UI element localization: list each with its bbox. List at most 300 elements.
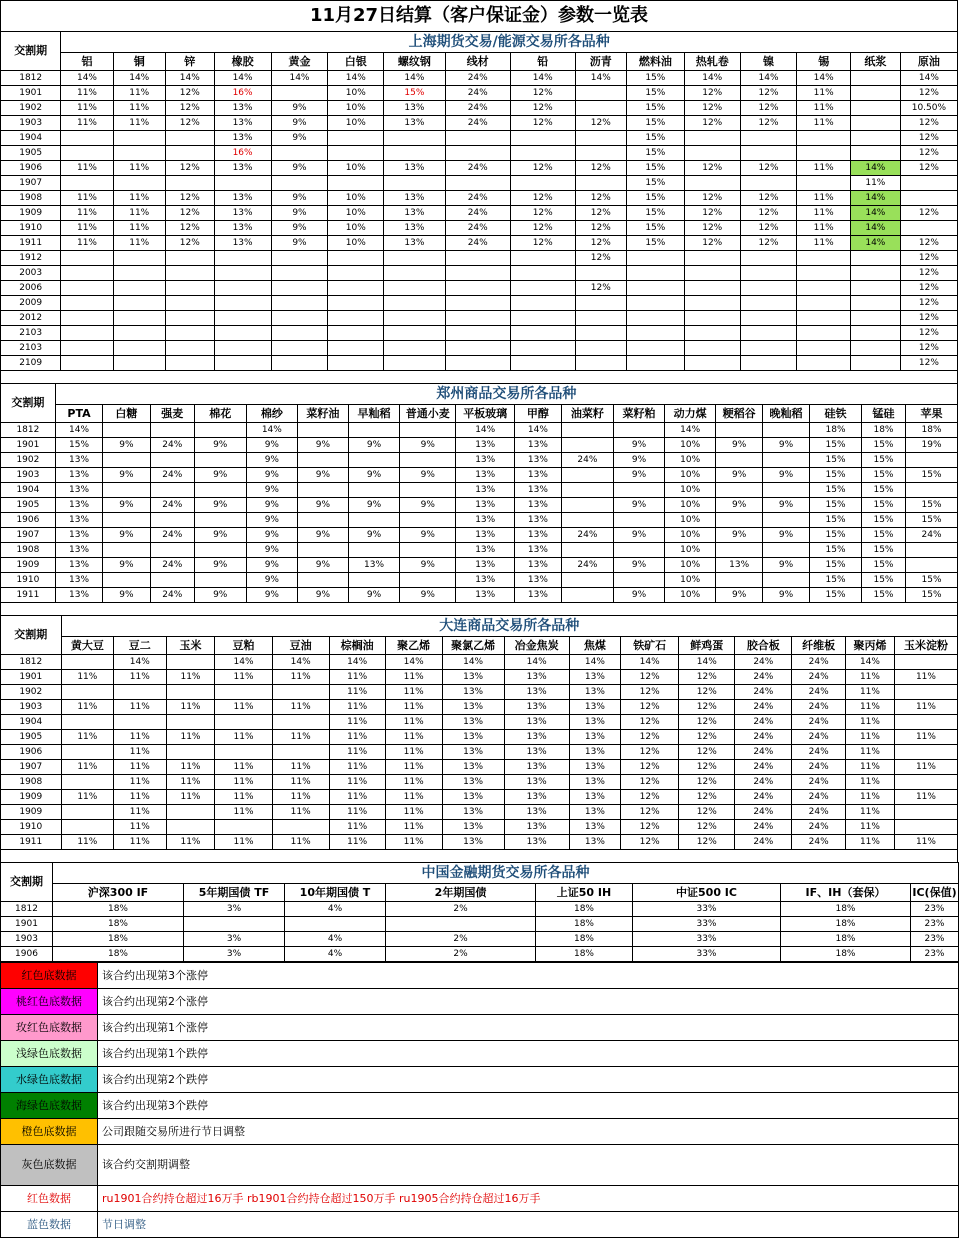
margin-cell — [166, 685, 215, 700]
margin-cell: 23% — [911, 932, 959, 947]
margin-cell: 13% — [214, 206, 271, 221]
legend-swatch: 玫红色底数据 — [1, 1015, 98, 1041]
margin-cell — [850, 86, 900, 101]
margin-cell: 9% — [246, 513, 298, 528]
margin-cell — [894, 775, 957, 790]
margin-cell: 13% — [515, 438, 561, 453]
margin-cell: 10% — [664, 513, 716, 528]
margin-cell — [61, 356, 113, 371]
margin-cell — [166, 745, 215, 760]
margin-cell: 12% — [621, 835, 679, 850]
margin-cell: 11% — [215, 790, 272, 805]
margin-cell: 3% — [184, 902, 285, 917]
legend-row — [1, 1186, 959, 1212]
margin-cell — [113, 311, 165, 326]
table-row — [1, 311, 958, 326]
margin-cell — [445, 176, 510, 191]
code-column-header: 交割期 — [1, 32, 61, 71]
margin-cell — [272, 685, 329, 700]
margin-cell — [626, 356, 684, 371]
table-row — [1, 558, 958, 573]
margin-cell — [328, 176, 384, 191]
margin-cell: 24% — [792, 730, 846, 745]
margin-cell: 11% — [385, 745, 442, 760]
product-header: 2年期国债 — [386, 884, 536, 902]
delivery-code: 1912 — [1, 251, 61, 266]
margin-cell: 11% — [114, 670, 166, 685]
legend-row — [1, 1119, 959, 1145]
margin-cell: 9% — [246, 453, 298, 468]
margin-cell: 11% — [329, 685, 385, 700]
table-row — [1, 528, 958, 543]
margin-cell: 13% — [504, 730, 569, 745]
margin-cell: 13% — [456, 468, 515, 483]
margin-cell: 18% — [861, 423, 905, 438]
margin-cell: 15% — [626, 176, 684, 191]
margin-cell: 12% — [740, 191, 797, 206]
margin-cell: 12% — [510, 236, 575, 251]
margin-cell: 9% — [614, 453, 665, 468]
margin-cell: 13% — [442, 820, 504, 835]
margin-cell: 14% — [246, 423, 298, 438]
margin-cell: 11% — [329, 835, 385, 850]
margin-cell: 15% — [810, 453, 862, 468]
margin-cell: 33% — [633, 947, 781, 962]
margin-cell — [894, 655, 957, 670]
margin-cell: 15% — [626, 161, 684, 176]
margin-cell: 12% — [621, 820, 679, 835]
margin-cell: 11% — [845, 790, 894, 805]
table-row — [1, 86, 958, 101]
margin-cell: 12% — [679, 775, 735, 790]
margin-cell: 24% — [792, 835, 846, 850]
margin-cell: 11% — [166, 790, 215, 805]
margin-cell: 12% — [621, 745, 679, 760]
margin-cell — [384, 356, 446, 371]
margin-cell: 14% — [385, 655, 442, 670]
margin-cell: 13% — [442, 790, 504, 805]
margin-cell: 9% — [400, 498, 456, 513]
margin-cell: 24% — [792, 655, 846, 670]
product-header: 平板玻璃 — [456, 405, 515, 423]
margin-cell: 11% — [845, 730, 894, 745]
margin-cell: 12% — [900, 341, 957, 356]
margin-cell — [762, 483, 809, 498]
margin-cell: 13% — [569, 715, 620, 730]
margin-cell: 15% — [626, 71, 684, 86]
table-row — [1, 221, 958, 236]
margin-cell: 11% — [329, 715, 385, 730]
delivery-code: 1907 — [1, 176, 61, 191]
margin-cell — [271, 146, 328, 161]
margin-cell: 13% — [456, 513, 515, 528]
margin-cell: 11% — [385, 775, 442, 790]
legend-swatch: 桃红色底数据 — [1, 989, 98, 1015]
margin-cell — [900, 221, 957, 236]
legend-swatch: 海绿色底数据 — [1, 1093, 98, 1119]
margin-cell — [894, 820, 957, 835]
margin-cell: 9% — [246, 558, 298, 573]
margin-cell — [850, 131, 900, 146]
margin-cell: 12% — [684, 206, 740, 221]
product-header: 棉纱 — [246, 405, 298, 423]
margin-cell: 12% — [575, 236, 626, 251]
margin-cell — [762, 453, 809, 468]
margin-cell: 11% — [845, 760, 894, 775]
margin-cell: 2% — [386, 902, 536, 917]
margin-cell: 13% — [456, 453, 515, 468]
margin-cell — [797, 176, 850, 191]
margin-cell — [215, 715, 272, 730]
delivery-code: 1902 — [1, 101, 61, 116]
margin-cell: 24% — [792, 790, 846, 805]
margin-cell — [894, 745, 957, 760]
table-row — [1, 588, 958, 603]
margin-cell: 13% — [348, 558, 400, 573]
margin-cell — [194, 423, 246, 438]
table-row — [1, 116, 958, 131]
margin-cell: 11% — [385, 700, 442, 715]
product-header: IF、IH（套保） — [781, 884, 911, 902]
margin-cell — [103, 423, 150, 438]
margin-cell: 10% — [664, 438, 716, 453]
delivery-code: 2103 — [1, 341, 61, 356]
product-header: IC(保值) — [911, 884, 959, 902]
shfe-table — [0, 31, 958, 371]
margin-cell: 18% — [810, 423, 862, 438]
margin-cell: 9% — [348, 588, 400, 603]
product-header: 苹果 — [906, 405, 958, 423]
code-column-header: 交割期 — [1, 384, 56, 423]
margin-cell — [894, 715, 957, 730]
margin-cell — [328, 296, 384, 311]
margin-cell: 12% — [679, 730, 735, 745]
margin-cell: 33% — [633, 932, 781, 947]
margin-cell: 11% — [272, 775, 329, 790]
spacer-1 — [0, 371, 958, 383]
product-header: 粳稻谷 — [716, 405, 762, 423]
margin-cell — [561, 513, 614, 528]
margin-cell: 12% — [679, 820, 735, 835]
margin-cell: 14% — [850, 206, 900, 221]
margin-cell: 11% — [329, 820, 385, 835]
margin-cell: 9% — [298, 588, 349, 603]
table-row — [1, 670, 958, 685]
margin-cell: 13% — [55, 483, 102, 498]
margin-cell: 15% — [810, 588, 862, 603]
margin-cell — [384, 131, 446, 146]
margin-cell: 13% — [569, 790, 620, 805]
margin-cell: 11% — [385, 760, 442, 775]
margin-cell — [561, 438, 614, 453]
margin-cell — [850, 251, 900, 266]
margin-cell: 11% — [113, 206, 165, 221]
margin-cell: 13% — [384, 116, 446, 131]
product-header: 锌 — [165, 53, 214, 71]
margin-cell — [762, 513, 809, 528]
margin-cell — [165, 356, 214, 371]
spacer-2 — [0, 603, 958, 615]
margin-cell: 9% — [762, 588, 809, 603]
margin-cell: 18% — [781, 917, 911, 932]
margin-cell: 11% — [215, 730, 272, 745]
margin-cell: 12% — [510, 101, 575, 116]
margin-cell: 23% — [911, 917, 959, 932]
legend-row — [1, 1145, 959, 1186]
margin-cell: 12% — [900, 86, 957, 101]
margin-cell: 13% — [442, 685, 504, 700]
delivery-code: 1911 — [1, 588, 56, 603]
product-header: 沪深300 IF — [53, 884, 184, 902]
product-header: 胶合板 — [735, 637, 792, 655]
table-row — [1, 483, 958, 498]
margin-cell: 9% — [271, 116, 328, 131]
margin-cell: 13% — [384, 161, 446, 176]
margin-cell: 10% — [664, 558, 716, 573]
margin-cell: 9% — [716, 468, 762, 483]
margin-cell: 10% — [664, 453, 716, 468]
legend-row — [1, 989, 959, 1015]
margin-cell: 12% — [679, 835, 735, 850]
margin-cell: 11% — [61, 86, 113, 101]
margin-cell: 10% — [664, 588, 716, 603]
margin-cell — [328, 146, 384, 161]
margin-cell: 13% — [442, 745, 504, 760]
margin-cell — [762, 543, 809, 558]
margin-cell: 11% — [61, 221, 113, 236]
table-row — [1, 820, 958, 835]
delivery-code: 1911 — [1, 835, 62, 850]
margin-cell: 13% — [214, 236, 271, 251]
margin-cell: 13% — [569, 820, 620, 835]
margin-cell: 11% — [166, 700, 215, 715]
margin-cell: 11% — [114, 700, 166, 715]
table-row — [1, 498, 958, 513]
margin-cell: 24% — [445, 116, 510, 131]
margin-cell: 11% — [215, 700, 272, 715]
margin-cell — [797, 266, 850, 281]
margin-cell: 15% — [861, 543, 905, 558]
margin-cell: 11% — [797, 206, 850, 221]
margin-cell: 11% — [329, 790, 385, 805]
margin-cell: 9% — [194, 468, 246, 483]
margin-cell: 24% — [906, 528, 958, 543]
table-row — [1, 266, 958, 281]
delivery-code: 1908 — [1, 775, 62, 790]
margin-cell: 9% — [271, 161, 328, 176]
legend-description: 该合约出现第3个涨停 — [98, 963, 959, 989]
table-row — [1, 356, 958, 371]
margin-cell: 13% — [55, 588, 102, 603]
margin-cell: 12% — [510, 206, 575, 221]
legend-description: 该合约出现第3个跌停 — [98, 1093, 959, 1119]
margin-cell: 10% — [328, 236, 384, 251]
margin-cell: 12% — [679, 670, 735, 685]
table-row — [1, 685, 958, 700]
margin-cell — [328, 311, 384, 326]
margin-cell: 12% — [621, 715, 679, 730]
margin-cell: 9% — [246, 573, 298, 588]
margin-cell: 9% — [271, 221, 328, 236]
product-header: 锡 — [797, 53, 850, 71]
margin-cell — [614, 483, 665, 498]
margin-cell: 9% — [246, 483, 298, 498]
margin-cell — [575, 266, 626, 281]
delivery-code: 1812 — [1, 71, 61, 86]
margin-cell — [214, 266, 271, 281]
product-header: 聚乙烯 — [385, 637, 442, 655]
margin-cell: 14% — [850, 221, 900, 236]
margin-cell: 13% — [515, 558, 561, 573]
margin-cell: 14% — [664, 423, 716, 438]
margin-cell — [684, 326, 740, 341]
margin-cell: 13% — [515, 483, 561, 498]
margin-cell: 24% — [792, 760, 846, 775]
margin-cell: 15% — [384, 86, 446, 101]
margin-cell: 12% — [900, 116, 957, 131]
margin-cell — [575, 326, 626, 341]
product-header: 橡胶 — [214, 53, 271, 71]
margin-cell: 15% — [861, 588, 905, 603]
margin-cell: 14% — [515, 423, 561, 438]
margin-cell: 13% — [384, 191, 446, 206]
margin-cell — [716, 573, 762, 588]
margin-cell: 15% — [55, 438, 102, 453]
margin-cell: 24% — [445, 101, 510, 116]
legend-description: 该合约出现第2个涨停 — [98, 989, 959, 1015]
margin-cell: 13% — [55, 468, 102, 483]
table-row — [1, 513, 958, 528]
margin-cell — [61, 805, 113, 820]
margin-cell — [165, 341, 214, 356]
margin-cell: 11% — [215, 775, 272, 790]
margin-cell: 18% — [536, 902, 633, 917]
margin-cell: 12% — [900, 356, 957, 371]
delivery-code: 1904 — [1, 131, 61, 146]
margin-cell — [716, 423, 762, 438]
product-header: 燃料油 — [626, 53, 684, 71]
margin-cell: 16% — [214, 146, 271, 161]
table-row — [1, 161, 958, 176]
delivery-code: 1909 — [1, 206, 61, 221]
margin-cell: 12% — [900, 266, 957, 281]
table-row — [1, 700, 958, 715]
margin-cell: 12% — [510, 191, 575, 206]
margin-cell — [626, 311, 684, 326]
margin-cell — [113, 146, 165, 161]
margin-cell: 15% — [861, 483, 905, 498]
margin-cell — [894, 685, 957, 700]
margin-cell: 11% — [894, 730, 957, 745]
margin-cell — [214, 311, 271, 326]
margin-cell — [61, 715, 113, 730]
margin-cell: 14% — [569, 655, 620, 670]
delivery-code: 1907 — [1, 760, 62, 775]
margin-cell — [103, 483, 150, 498]
margin-cell: 9% — [614, 498, 665, 513]
product-header: 热轧卷 — [684, 53, 740, 71]
margin-cell: 15% — [861, 528, 905, 543]
margin-cell — [328, 341, 384, 356]
margin-cell: 12% — [900, 326, 957, 341]
margin-cell — [740, 266, 797, 281]
margin-cell: 10% — [664, 498, 716, 513]
margin-cell: 13% — [504, 790, 569, 805]
margin-cell: 12% — [165, 86, 214, 101]
delivery-code: 1903 — [1, 116, 61, 131]
margin-cell — [298, 423, 349, 438]
product-header: 锰硅 — [861, 405, 905, 423]
margin-cell: 24% — [792, 745, 846, 760]
margin-cell: 11% — [797, 116, 850, 131]
delivery-code: 1909 — [1, 805, 62, 820]
margin-cell: 9% — [762, 528, 809, 543]
legend-row — [1, 963, 959, 989]
legend-swatch: 红色底数据 — [1, 963, 98, 989]
margin-cell: 12% — [740, 116, 797, 131]
margin-cell — [61, 685, 113, 700]
margin-cell — [103, 573, 150, 588]
margin-cell — [328, 326, 384, 341]
margin-cell: 12% — [740, 221, 797, 236]
margin-cell — [740, 311, 797, 326]
margin-cell — [384, 281, 446, 296]
margin-cell: 15% — [626, 206, 684, 221]
spacer-3 — [0, 850, 958, 862]
margin-cell: 12% — [684, 221, 740, 236]
margin-cell: 9% — [614, 558, 665, 573]
margin-cell: 24% — [735, 685, 792, 700]
margin-cell: 12% — [621, 790, 679, 805]
margin-cell: 9% — [298, 498, 349, 513]
margin-cell — [561, 483, 614, 498]
table-row — [1, 281, 958, 296]
margin-cell — [400, 453, 456, 468]
margin-cell: 11% — [329, 670, 385, 685]
margin-cell: 11% — [113, 101, 165, 116]
margin-cell — [850, 71, 900, 86]
margin-cell — [298, 483, 349, 498]
margin-cell: 14% — [504, 655, 569, 670]
margin-cell: 11% — [329, 805, 385, 820]
margin-cell: 12% — [740, 101, 797, 116]
margin-cell: 11% — [385, 715, 442, 730]
margin-cell: 12% — [575, 191, 626, 206]
product-header: 焦煤 — [569, 637, 620, 655]
margin-cell — [716, 513, 762, 528]
margin-cell: 24% — [735, 775, 792, 790]
margin-cell: 15% — [626, 236, 684, 251]
table-row — [1, 251, 958, 266]
margin-cell: 12% — [165, 116, 214, 131]
delivery-code: 1907 — [1, 528, 56, 543]
table-row — [1, 730, 958, 745]
margin-cell: 12% — [900, 311, 957, 326]
margin-cell — [510, 266, 575, 281]
margin-cell — [194, 453, 246, 468]
margin-cell — [797, 356, 850, 371]
margin-cell — [61, 146, 113, 161]
margin-cell — [575, 101, 626, 116]
margin-cell: 15% — [810, 513, 862, 528]
margin-cell: 9% — [271, 131, 328, 146]
margin-cell: 13% — [456, 498, 515, 513]
margin-cell — [850, 116, 900, 131]
margin-cell: 18% — [536, 947, 633, 962]
margin-cell — [684, 311, 740, 326]
margin-cell — [740, 251, 797, 266]
product-header: 硅铁 — [810, 405, 862, 423]
